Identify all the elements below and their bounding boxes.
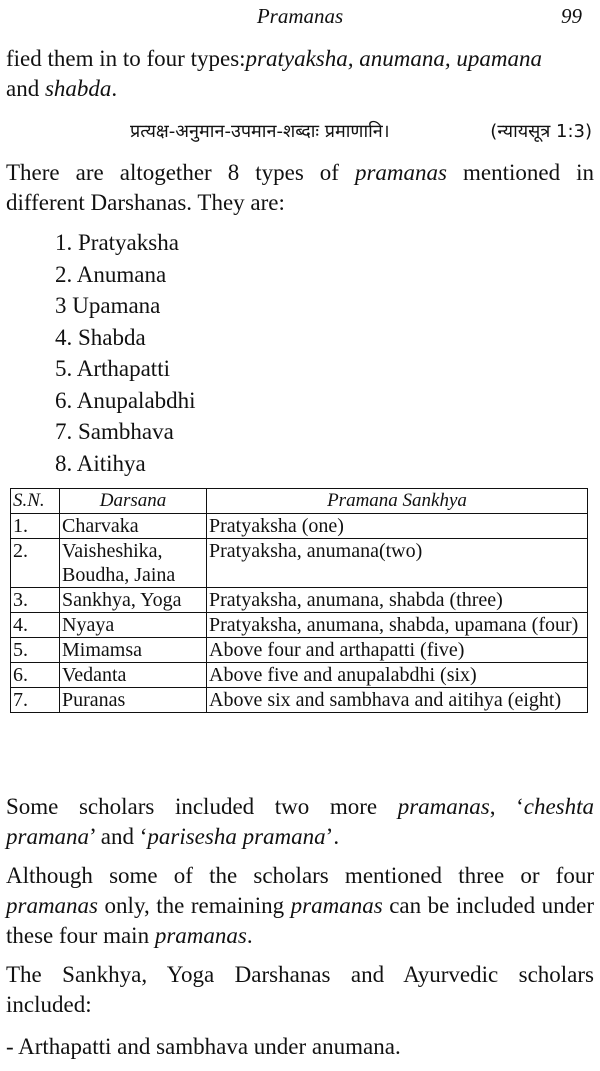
cell-darsana: Charvaka: [60, 514, 207, 539]
although-paragraph: [6, 861, 594, 951]
table-row: [11, 638, 588, 663]
header-darsana: Darsana: [60, 489, 207, 514]
cell-sn: 7.: [11, 688, 60, 713]
table-row: [11, 514, 588, 539]
cell-sn: 4.: [11, 613, 60, 638]
types-suffix: mentioned in different Darshanas. They are:: [6, 160, 594, 215]
cell-darsana: Mimamsa: [60, 638, 207, 663]
list-item: 5. Arthapatti: [55, 356, 170, 381]
list-item: 4. Shabda: [55, 324, 146, 350]
table-row: [11, 539, 588, 588]
table-row: [11, 688, 588, 713]
list-item: 3 Upamana: [55, 293, 161, 318]
intro-end: .: [111, 76, 118, 101]
header-sn: S.N.: [11, 489, 60, 514]
list-item: 7. Sambhava: [55, 419, 174, 444]
cell-sankhya: Pratyaksha, anumana(two): [207, 539, 588, 588]
cell-sankhya: Above five and anupalabdhi (six): [207, 663, 588, 688]
scholars-suffix: ’.: [325, 824, 340, 849]
sanskrit-quote: [0, 119, 600, 147]
although-mid2: can be included under these four main: [6, 893, 594, 948]
pramana-table: [10, 488, 588, 713]
cell-darsana: Vaisheshika, Boudha, Jaina: [60, 539, 207, 588]
sanskrit-verse: प्रत्यक्ष-अनुमान-उपमान-शब्दाः प्रमाणानि।: [130, 121, 390, 142]
intro-paragraph: [6, 44, 594, 104]
scholars-term-parisesha: parisesha pramana: [147, 824, 326, 849]
table-row: [11, 663, 588, 688]
types-term: pramanas: [354, 160, 447, 185]
list-item: 1. Pratyaksha: [55, 230, 179, 255]
cell-sn: 5.: [11, 638, 60, 663]
cell-sn: 1.: [11, 514, 60, 539]
cell-sankhya: Pratyaksha, anumana, shabda (three): [207, 588, 588, 613]
table-row: [11, 613, 588, 638]
although-suffix: .: [246, 923, 253, 948]
sankhya-paragraph: [6, 960, 594, 1020]
pramana-list: [55, 227, 196, 479]
list-item: 6. Anupalabdhi: [55, 387, 196, 413]
intro-term-shabda: shabda: [44, 76, 112, 101]
cell-sankhya: Pratyaksha (one): [207, 514, 588, 539]
bullet-text: - Arthapatti and sambhava under anumana.: [6, 1034, 401, 1059]
list-item: 2. Anumana: [55, 261, 167, 287]
types-paragraph: [6, 158, 594, 218]
running-title: Pramanas: [256, 4, 344, 28]
cell-darsana: Vedanta: [60, 663, 207, 688]
cell-darsana: Sankhya, Yoga: [60, 588, 207, 613]
intro-text: fied them in to four types:: [6, 46, 246, 71]
although-prefix: Although some of the scholars mentioned three or four: [6, 863, 594, 888]
cell-darsana: Puranas: [60, 688, 207, 713]
table-row: [11, 588, 588, 613]
page-number: 99: [561, 4, 582, 28]
although-term1: pramanas: [6, 893, 99, 918]
scholars-mid2: ’ and ‘: [89, 824, 148, 849]
scholars-term-pramanas: pramanas: [397, 794, 490, 819]
intro-and: and: [6, 76, 45, 101]
sanskrit-source: (न्यायसूत्र 1:3): [490, 121, 592, 142]
running-head: [0, 4, 600, 30]
cell-sankhya: Above six and sambhava and aitihya (eight): [207, 688, 588, 713]
cell-sn: 6.: [11, 663, 60, 688]
although-mid: only, the remaining: [98, 893, 291, 918]
scholars-term-cheshta: cheshta pramana: [6, 794, 594, 849]
sankhya-text: The Sankhya, Yoga Darshanas and Ayurvedic scholars included:: [6, 962, 594, 1017]
scholars-prefix: Some scholars included two more: [6, 794, 398, 819]
table-header-row: [11, 489, 588, 514]
although-term3: pramanas: [154, 923, 247, 948]
cell-sn: 2.: [11, 539, 60, 588]
types-prefix: There are altogether 8 types of: [6, 160, 355, 185]
bullet-line: [6, 1032, 594, 1062]
intro-terms: pratyaksha, anumana, upamana: [245, 46, 542, 71]
cell-darsana: Nyaya: [60, 613, 207, 638]
cell-sankhya: Above four and arthapatti (five): [207, 638, 588, 663]
list-item: 8. Aitihya: [55, 450, 146, 476]
cell-sn: 3.: [11, 588, 60, 613]
although-term2: pramanas: [290, 893, 383, 918]
scholars-paragraph: [6, 792, 594, 852]
scholars-mid1: , ‘: [489, 794, 524, 819]
header-sankhya: Pramana Sankhya: [207, 489, 588, 514]
cell-sankhya: Pratyaksha, anumana, shabda, upamana (four): [207, 613, 588, 638]
